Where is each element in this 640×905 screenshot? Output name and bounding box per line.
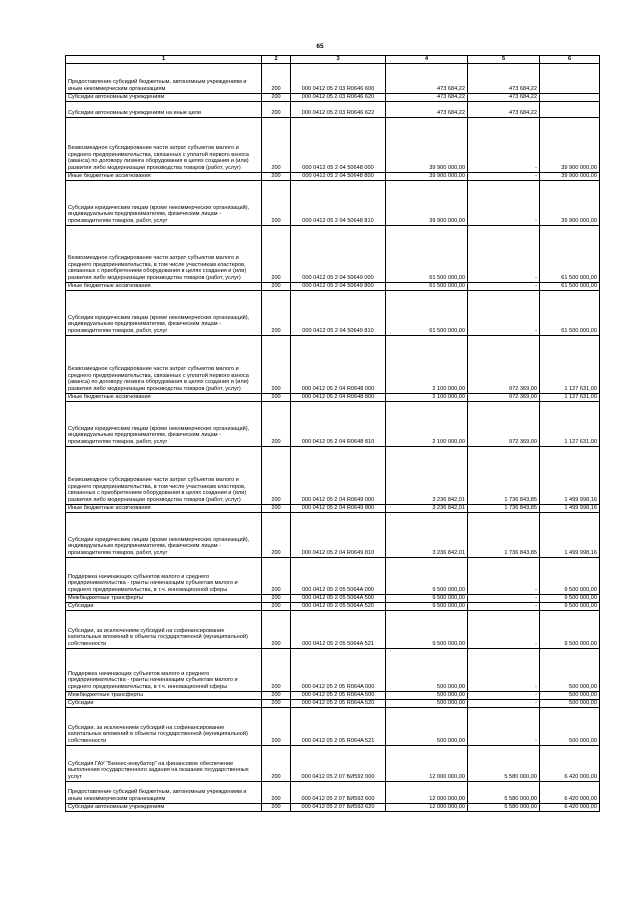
row-amount-approved-cell: 9 500 000,00 — [386, 594, 468, 602]
table-row — [66, 594, 600, 602]
row-amount-executed-cell: - — [468, 282, 540, 290]
row-amount-remaining-cell: 6 420 000,00 — [540, 781, 600, 803]
row-classifier-cell: 000 0412 05 2 05 R064A 000 — [291, 648, 386, 691]
row-amount-approved-cell: 500 000,00 — [386, 699, 468, 707]
row-amount-remaining-cell: 39 900 000,00 — [540, 172, 600, 180]
row-classifier-cell: 000 0412 05 2 05 5064A 500 — [291, 594, 386, 602]
row-classifier-cell: 000 0412 05 2 05 R064A 521 — [291, 707, 386, 745]
row-code-cell: 200 — [262, 648, 291, 691]
row-classifier-cell: 000 0412 05 2 04 50649 800 — [291, 282, 386, 290]
row-code-cell: 200 — [262, 282, 291, 290]
row-code-cell: 200 — [262, 781, 291, 803]
row-name-cell: Субсидии — [66, 602, 262, 610]
row-code-cell: 200 — [262, 610, 291, 648]
row-amount-remaining-cell: 39 900 000,00 — [540, 117, 600, 172]
table-row — [66, 602, 600, 610]
row-amount-remaining-cell: 39 900 000,00 — [540, 180, 600, 225]
row-amount-remaining-cell: 61 500 000,00 — [540, 290, 600, 335]
row-amount-approved-cell: 12 000 000,00 — [386, 781, 468, 803]
row-code-cell: 200 — [262, 594, 291, 602]
row-amount-approved-cell: 9 500 000,00 — [386, 557, 468, 594]
row-amount-approved-cell: 39 900 000,00 — [386, 172, 468, 180]
row-code-cell: 200 — [262, 63, 291, 93]
row-name-cell: Субсидии юридическим лицам (кроме некоммерческих организаций), индивидуальным предпринимателям, физическим лицам - производителям товаров, работ, услуг — [66, 512, 262, 557]
row-amount-executed-cell: 972 369,00 — [468, 401, 540, 446]
row-code-cell: 200 — [262, 117, 291, 172]
row-amount-remaining-cell: 500 000,00 — [540, 691, 600, 699]
row-classifier-cell: 000 0412 05 2 07 БИ592 620 — [291, 803, 386, 811]
row-amount-approved-cell: 9 500 000,00 — [386, 602, 468, 610]
row-classifier-cell: 000 0412 05 2 05 5064A 520 — [291, 602, 386, 610]
row-classifier-cell: 000 0412 05 2 05 R064A 520 — [291, 699, 386, 707]
row-classifier-cell: 000 0412 05 2 04 R0648 000 — [291, 335, 386, 393]
row-amount-executed-cell: - — [468, 610, 540, 648]
table-row — [66, 504, 600, 512]
row-classifier-cell: 000 0412 05 2 04 R0648 800 — [291, 393, 386, 401]
row-amount-approved-cell: 2 100 000,00 — [386, 393, 468, 401]
row-classifier-cell: 000 0412 05 2 04 50649 000 — [291, 225, 386, 282]
row-amount-remaining-cell: 9 500 000,00 — [540, 594, 600, 602]
row-amount-executed-cell: - — [468, 290, 540, 335]
row-amount-approved-cell: 2 100 000,00 — [386, 335, 468, 393]
table-row — [66, 225, 600, 282]
page-number: 65 — [316, 43, 324, 50]
row-name-cell: Иные бюджетные ассигнования — [66, 172, 262, 180]
column-header-1: 1 — [66, 56, 262, 64]
row-code-cell: 200 — [262, 101, 291, 117]
row-classifier-cell: 000 0412 05 2 07 БИ592 600 — [291, 781, 386, 803]
row-amount-executed-cell: - — [468, 180, 540, 225]
row-amount-approved-cell: 2 100 000,00 — [386, 401, 468, 446]
row-code-cell: 200 — [262, 691, 291, 699]
column-header-2: 2 — [262, 56, 291, 64]
row-amount-remaining-cell: 9 500 000,00 — [540, 610, 600, 648]
row-amount-approved-cell: 473 684,22 — [386, 101, 468, 117]
row-code-cell: 200 — [262, 446, 291, 504]
row-name-cell: Субсидии, за исключением субсидий на софинансирование капитальных вложений в объекты государственной (муниципальной) собственности — [66, 707, 262, 745]
row-amount-executed-cell: 5 580 000,00 — [468, 781, 540, 803]
row-amount-executed-cell: 5 580 000,00 — [468, 803, 540, 811]
row-code-cell: 200 — [262, 745, 291, 781]
row-name-cell: Безвозмездное субсидирование части затрат субъектов малого и среднего предпринимательства, в том числе участникам кластеров, связанных с приобретением оборудования в целях создания и (или) развития либо модернизации производства товаров (работ, услуг) — [66, 225, 262, 282]
header-row — [66, 56, 600, 64]
row-amount-executed-cell: - — [468, 117, 540, 172]
row-classifier-cell: 000 0412 05 2 03 R0646 600 — [291, 63, 386, 93]
column-header-4: 4 — [386, 56, 468, 64]
row-classifier-cell: 000 0412 05 2 04 50648 800 — [291, 172, 386, 180]
row-classifier-cell: 000 0412 05 2 05 5064A 000 — [291, 557, 386, 594]
row-amount-approved-cell: 473 684,22 — [386, 63, 468, 93]
row-name-cell: Безвозмездное субсидирование части затрат субъектов малого и среднего предпринимательства, связанных с уплатой первого взноса (аванса) по договору лизинга оборудования в целях создания и (или) развития либо модернизации производства товаров (работ, услуг) — [66, 117, 262, 172]
row-amount-executed-cell: - — [468, 172, 540, 180]
row-amount-executed-cell: 5 580 000,00 — [468, 745, 540, 781]
row-name-cell: Поддержка начинающих субъектов малого и среднего предпринимательства - гранты начинающим субъектам малого и среднего предпринимательства, в т.ч. инновационной сферы — [66, 648, 262, 691]
row-name-cell: Субсидии — [66, 699, 262, 707]
row-amount-remaining-cell: 61 500 000,00 — [540, 225, 600, 282]
row-code-cell: 200 — [262, 699, 291, 707]
row-name-cell: Иные бюджетные ассигнования — [66, 393, 262, 401]
row-code-cell: 200 — [262, 504, 291, 512]
row-amount-approved-cell: 500 000,00 — [386, 707, 468, 745]
budget-table — [65, 55, 600, 812]
row-amount-approved-cell: 39 900 000,00 — [386, 180, 468, 225]
row-amount-remaining-cell: 500 000,00 — [540, 699, 600, 707]
row-code-cell: 200 — [262, 512, 291, 557]
row-amount-approved-cell: 9 500 000,00 — [386, 610, 468, 648]
table-row — [66, 172, 600, 180]
row-code-cell: 200 — [262, 93, 291, 101]
row-name-cell: Иные бюджетные ассигнования — [66, 282, 262, 290]
row-amount-approved-cell: 61 500 000,00 — [386, 282, 468, 290]
row-amount-executed-cell: - — [468, 691, 540, 699]
row-amount-executed-cell: 1 736 843,85 — [468, 512, 540, 557]
table-row — [66, 557, 600, 594]
row-name-cell: Субсидия ГАУ "Бизнес-инкубатор" на финансовое обеспечение выполнения государственного задания на оказание государственных услуг — [66, 745, 262, 781]
row-amount-executed-cell: 972 369,00 — [468, 335, 540, 393]
row-amount-remaining-cell: 6 420 000,00 — [540, 745, 600, 781]
table-row — [66, 101, 600, 117]
row-code-cell: 200 — [262, 172, 291, 180]
row-classifier-cell: 000 0412 05 2 04 50648 810 — [291, 180, 386, 225]
row-classifier-cell: 000 0412 05 2 04 50649 810 — [291, 290, 386, 335]
table-row — [66, 282, 600, 290]
table-row — [66, 401, 600, 446]
row-amount-approved-cell: 500 000,00 — [386, 648, 468, 691]
row-name-cell: Безвозмездное субсидирование части затрат субъектов малого и среднего предпринимательства, связанных с уплатой первого взноса (аванса) по договору лизинга оборудования в целях создания и (или) развития либо модернизации производства товаров (работ, услуг) — [66, 335, 262, 393]
row-name-cell: Безвозмездное субсидирование части затрат субъектов малого и среднего предпринимательства, в том числе участникам кластеров, связанных с приобретением оборудования в целях создания и (или) развития либо модернизации производства товаров (работ, услуг) — [66, 446, 262, 504]
row-amount-remaining-cell: 500 000,00 — [540, 707, 600, 745]
row-name-cell: Субсидии автономным учреждениям — [66, 803, 262, 811]
row-code-cell: 200 — [262, 393, 291, 401]
row-amount-approved-cell: 61 500 000,00 — [386, 290, 468, 335]
row-name-cell: Субсидии автономным учреждениям на иные цели — [66, 101, 262, 117]
table-row — [66, 691, 600, 699]
row-amount-executed-cell: - — [468, 594, 540, 602]
row-code-cell: 200 — [262, 180, 291, 225]
row-code-cell: 200 — [262, 602, 291, 610]
table-row — [66, 63, 600, 93]
row-amount-remaining-cell: 500 000,00 — [540, 648, 600, 691]
row-classifier-cell: 000 0412 05 2 04 R0649 800 — [291, 504, 386, 512]
row-amount-remaining-cell: 1 499 998,16 — [540, 446, 600, 504]
column-header-3: 3 — [291, 56, 386, 64]
row-amount-remaining-cell — [540, 101, 600, 117]
budget-table-body — [66, 56, 600, 812]
row-amount-approved-cell: 473 684,22 — [386, 93, 468, 101]
row-code-cell: 200 — [262, 803, 291, 811]
table-row — [66, 93, 600, 101]
row-name-cell: Поддержка начинающих субъектов малого и среднего предпринимательства - гранты начинающим субъектам малого и среднего предпринимательства, в т.ч. инновационной сферы — [66, 557, 262, 594]
column-header-6: 6 — [540, 56, 600, 64]
row-classifier-cell: 000 0412 05 2 05 R064A 500 — [291, 691, 386, 699]
row-amount-approved-cell: 61 500 000,00 — [386, 225, 468, 282]
row-amount-remaining-cell: 1 127 631,00 — [540, 393, 600, 401]
row-amount-remaining-cell: 9 500 000,00 — [540, 602, 600, 610]
table-row — [66, 335, 600, 393]
row-name-cell: Предоставление субсидий бюджетным, автономным учреждениям и иным некоммерческим организациям — [66, 63, 262, 93]
row-name-cell: Субсидии юридическим лицам (кроме некоммерческих организаций), индивидуальным предпринимателям, физическим лицам - производителям товаров, работ, услуг — [66, 290, 262, 335]
table-row — [66, 393, 600, 401]
row-classifier-cell: 000 0412 05 2 03 R0646 620 — [291, 93, 386, 101]
row-name-cell: Предоставление субсидий бюджетным, автономным учреждениям и иным некоммерческим организациям — [66, 781, 262, 803]
row-code-cell: 200 — [262, 707, 291, 745]
row-amount-executed-cell: - — [468, 557, 540, 594]
row-amount-remaining-cell: 1 127 631,00 — [540, 335, 600, 393]
row-amount-executed-cell: - — [468, 648, 540, 691]
row-amount-executed-cell: - — [468, 225, 540, 282]
row-amount-approved-cell: 12 000 000,00 — [386, 803, 468, 811]
row-code-cell: 200 — [262, 557, 291, 594]
row-amount-approved-cell: 3 236 842,01 — [386, 446, 468, 504]
row-amount-executed-cell: 473 684,22 — [468, 93, 540, 101]
table-row — [66, 781, 600, 803]
row-amount-remaining-cell: 9 500 000,00 — [540, 557, 600, 594]
row-code-cell: 200 — [262, 225, 291, 282]
row-amount-remaining-cell: 61 500 000,00 — [540, 282, 600, 290]
row-name-cell: Субсидии юридическим лицам (кроме некоммерческих организаций), индивидуальным предпринимателям, физическим лицам - производителям товаров, работ, услуг — [66, 180, 262, 225]
row-name-cell: Межбюджетные трансферты — [66, 691, 262, 699]
row-code-cell: 200 — [262, 401, 291, 446]
row-amount-approved-cell: 3 236 842,01 — [386, 504, 468, 512]
row-amount-remaining-cell: 1 127 631,00 — [540, 401, 600, 446]
row-amount-executed-cell: 972 369,00 — [468, 393, 540, 401]
table-row — [66, 699, 600, 707]
row-code-cell: 200 — [262, 290, 291, 335]
row-name-cell: Межбюджетные трансферты — [66, 594, 262, 602]
table-row — [66, 745, 600, 781]
row-classifier-cell: 000 0412 05 2 05 5064A 521 — [291, 610, 386, 648]
row-amount-remaining-cell: 6 420 000,00 — [540, 803, 600, 811]
table-row — [66, 117, 600, 172]
row-name-cell: Субсидии автономным учреждениям — [66, 93, 262, 101]
row-amount-approved-cell: 12 000 000,00 — [386, 745, 468, 781]
row-classifier-cell: 000 0412 05 2 03 R0646 622 — [291, 101, 386, 117]
row-amount-remaining-cell: 1 499 998,16 — [540, 512, 600, 557]
row-name-cell: Иные бюджетные ассигнования — [66, 504, 262, 512]
row-classifier-cell: 000 0412 05 2 04 R0649 000 — [291, 446, 386, 504]
column-header-5: 5 — [468, 56, 540, 64]
row-amount-approved-cell: 3 236 842,01 — [386, 512, 468, 557]
table-row — [66, 512, 600, 557]
table-row — [66, 290, 600, 335]
row-amount-remaining-cell — [540, 93, 600, 101]
row-classifier-cell: 000 0412 05 2 04 R0648 810 — [291, 401, 386, 446]
row-name-cell: Субсидии, за исключением субсидий на софинансирование капитальных вложений в объекты государственной (муниципальной) собственности — [66, 610, 262, 648]
table-row — [66, 803, 600, 811]
row-amount-executed-cell: 1 736 843,85 — [468, 504, 540, 512]
row-classifier-cell: 000 0412 05 2 07 БИ592 000 — [291, 745, 386, 781]
row-amount-executed-cell: 473 684,22 — [468, 63, 540, 93]
row-classifier-cell: 000 0412 05 2 04 50648 000 — [291, 117, 386, 172]
row-amount-remaining-cell: 1 499 998,16 — [540, 504, 600, 512]
row-amount-approved-cell: 500 000,00 — [386, 691, 468, 699]
row-amount-executed-cell: - — [468, 602, 540, 610]
row-amount-executed-cell: 1 736 843,85 — [468, 446, 540, 504]
table-row — [66, 648, 600, 691]
table-row — [66, 610, 600, 648]
table-row — [66, 707, 600, 745]
row-code-cell: 200 — [262, 335, 291, 393]
table-row — [66, 180, 600, 225]
row-amount-executed-cell: - — [468, 699, 540, 707]
row-amount-executed-cell: 473 684,22 — [468, 101, 540, 117]
row-amount-approved-cell: 39 900 000,00 — [386, 117, 468, 172]
row-classifier-cell: 000 0412 05 2 04 R0649 810 — [291, 512, 386, 557]
row-amount-executed-cell: - — [468, 707, 540, 745]
row-name-cell: Субсидии юридическим лицам (кроме некоммерческих организаций), индивидуальным предпринимателям, физическим лицам - производителям товаров, работ, услуг — [66, 401, 262, 446]
row-amount-remaining-cell — [540, 63, 600, 93]
table-row — [66, 446, 600, 504]
